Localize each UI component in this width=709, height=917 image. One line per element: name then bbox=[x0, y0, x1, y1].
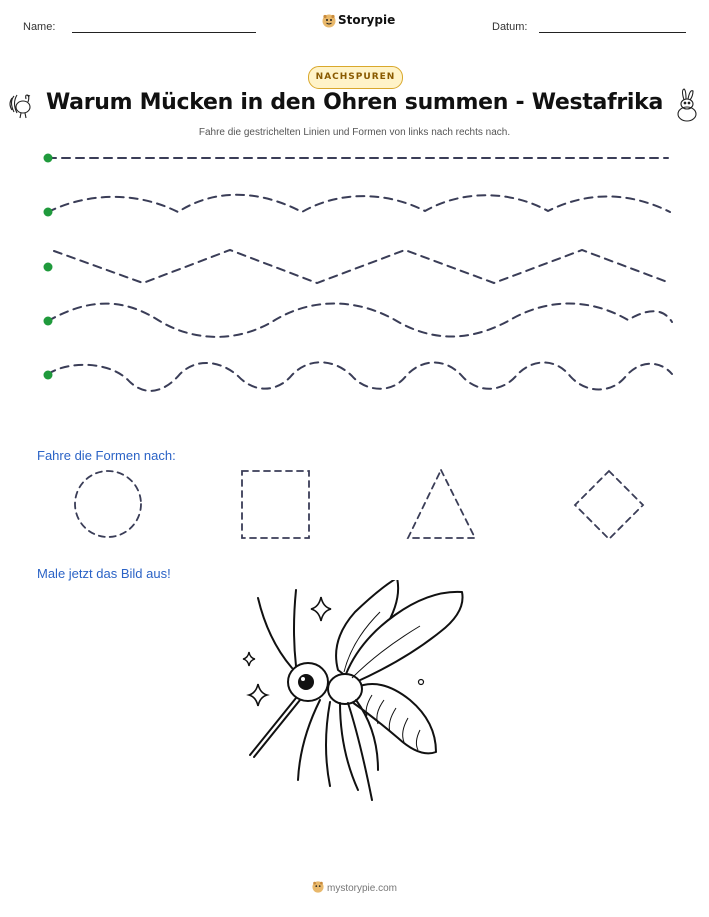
date-label: Datum: bbox=[492, 21, 528, 33]
footer-url[interactable]: mystorypie.com bbox=[326, 883, 397, 894]
tracing-lines bbox=[0, 140, 709, 400]
start-dot bbox=[44, 371, 53, 380]
name-label: Name: bbox=[23, 21, 56, 33]
shape-diamond bbox=[575, 471, 643, 539]
sparkle-icon bbox=[249, 684, 267, 706]
brand-logo bbox=[322, 13, 396, 31]
shapes-heading: Fahre die Formen nach: bbox=[37, 448, 176, 463]
tracing-line-zigzag bbox=[54, 250, 670, 283]
brand-name: Storypie bbox=[338, 13, 396, 27]
start-dot bbox=[44, 317, 53, 326]
start-dot bbox=[44, 154, 53, 163]
date-line[interactable] bbox=[539, 32, 686, 33]
start-dot bbox=[44, 208, 53, 217]
sparkle-icon bbox=[311, 597, 331, 621]
storypie-icon bbox=[312, 881, 324, 893]
storypie-icon bbox=[322, 14, 336, 28]
shape-circle bbox=[75, 471, 141, 537]
shape-triangle bbox=[408, 470, 475, 538]
start-dot bbox=[44, 263, 53, 272]
tracing-line-gentle-wave bbox=[48, 195, 670, 212]
mosquito-illustration bbox=[235, 580, 475, 810]
page-subtitle: Fahre die gestrichelten Linien und Formen von links nach rechts nach. bbox=[198, 127, 511, 138]
dot-decoration bbox=[419, 680, 424, 685]
tracing-line-wave bbox=[48, 304, 672, 337]
sparkle-icon bbox=[243, 652, 255, 666]
name-line[interactable] bbox=[72, 32, 256, 33]
activity-badge: NACHSPUREN bbox=[308, 66, 403, 89]
tracing-line-bumpy-wave bbox=[48, 362, 672, 391]
coloring-heading: Male jetzt das Bild aus! bbox=[37, 566, 171, 581]
page-title: Warum Mücken in den Ohren summen - Westafrika bbox=[45, 90, 664, 115]
footer bbox=[0, 881, 709, 894]
tracing-shapes bbox=[0, 460, 709, 550]
shape-square bbox=[242, 471, 309, 538]
